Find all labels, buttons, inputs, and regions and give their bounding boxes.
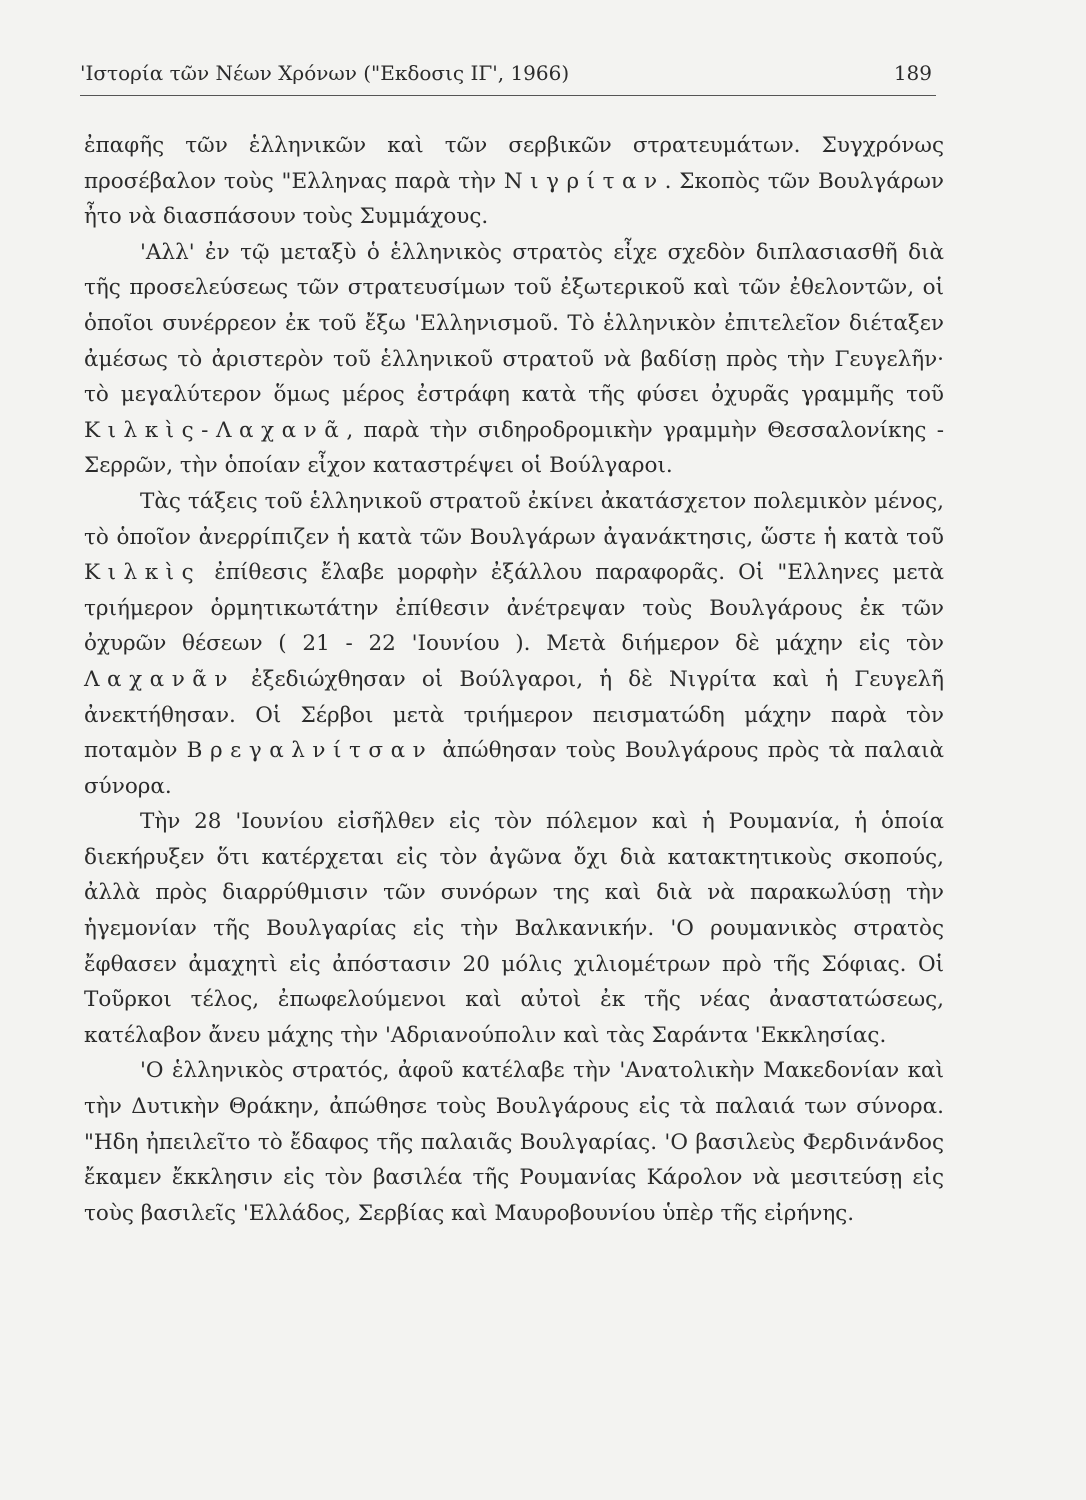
- place-name: Κιλκὶς: [84, 560, 202, 586]
- text-span: 'Ο ἑλληνικὸς στρατός, ἀφοῦ κατέλαβε τὴν 'Ανατολικὴν Μακεδονίαν καὶ τὴν Δυτικὴν Θράκην, ἀπώθησε τοὺς Βουλγάρους εἰς τὰ παλαιά των σύνορα. "Ηδη ἠπειλεῖτο τὸ ἔδαφος τῆς παλαιᾶς Βουλγαρίας. 'Ο βασιλεὺς Φερδινάνδος ἔκαμεν ἔκκλησιν εἰς τὸν βασιλέα τῆς Ρουμανίας Κάρολον νὰ μεσιτεύσῃ εἰς τοὺς βασιλεῖς 'Ελλάδος, Σερβίας καὶ Μαυροβουνίου ὑπὲρ τῆς εἰρήνης.: [84, 1058, 944, 1226]
- text-span: 'Αλλ' ἐν τῷ μεταξὺ ὁ ἑλληνικὸς στρατὸς εἶχε σχεδὸν διπλασιασθῆ διὰ τῆς προσελεύσεως τῶν στρατευσίμων τοῦ ἐξωτερικοῦ καὶ τῶν ἐθελοντῶν, οἱ ὁποῖοι συνέρρεον ἐκ τοῦ ἔξω 'Ελληνισμοῦ. Τὸ ἑλληνικὸν ἐπιτελεῖον διέταξεν ἀμέσως τὸ ἀριστερὸν τοῦ ἑλληνικοῦ στρατοῦ νὰ βαδίσῃ πρὸς τὴν Γευγελῆν· τὸ μεγαλύτερον ὅμως μέρος ἐστράφη κατὰ τῆς φύσει ὀχυρᾶς γραμμῆς τοῦ: [84, 239, 944, 408]
- text-span: Τὰς τάξεις τοῦ ἑλληνικοῦ στρατοῦ ἐκίνει ἀκατάσχετον πολεμικὸν μένος, τὸ ὁποῖον ἀνερρίπιζεν ἡ κατὰ τῶν Βουλγάρων ἀγανάκτησις, ὥστε ἡ κατὰ τοῦ: [84, 488, 944, 550]
- place-name: Βρεγαλνίτσαν: [186, 738, 434, 764]
- place-name: Κιλκὶς-Λαχανᾶ: [84, 417, 347, 443]
- paragraph: [84, 128, 944, 235]
- text-span: , παρὰ τὴν σιδηροδρομικὴν γραμμὴν Θεσσαλονίκης - Σερρῶν, τὴν ὁποίαν εἶχον καταστρέψει οἱ Βούλγαροι.: [84, 417, 944, 479]
- paragraph: [84, 235, 944, 484]
- text-span: Τὴν 28 'Ιουνίου εἰσῆλθεν εἰς τὸν πόλεμον καὶ ἡ Ρουμανία, ἡ ὁποία διεκήρυξεν ὅτι κατέρχεται εἰς τὸν ἀγῶνα ὄχι διὰ κατακτητικοὺς σκοπούς, ἀλλὰ πρὸς διαρρύθμισιν τῶν συνόρων της καὶ διὰ νὰ παρακωλύσῃ τὴν ἡγεμονίαν τῆς Βουλγαρίας εἰς τὴν Βαλκανικήν. 'Ο ρουμανικὸς στρατὸς ἔφθασεν ἀμαχητὶ εἰς ἀπόστασιν 20 μόλις χιλιομέτρων πρὸ τῆς Σόφιας. Οἱ Τοῦρκοι τέλος, ἐπωφελούμενοι καὶ αὐτοὶ ἐκ τῆς νέας ἀναστατώσεως, κατέλαβον ἄνευ μάχης τὴν 'Αδριανούπολιν καὶ τὰς Σαράντα 'Εκκλησίας.: [84, 809, 944, 1048]
- page-number: 189: [893, 61, 932, 85]
- text-span: ἐξεδιώχθησαν οἱ Βούλγαροι, ἡ δὲ Νιγρίτα καὶ ἡ Γευγελῆ ἀνεκτήθησαν. Οἱ Σέρβοι μετὰ τριήμερον πεισματώδη μάχην παρὰ τὸν ποταμὸν: [84, 666, 944, 764]
- place-name: Νιγρίταν: [503, 168, 665, 194]
- text-span: ἐπίθεσις ἔλαβε μορφὴν ἐξάλλου παραφορᾶς. Οἱ "Ελληνες μετὰ τριήμερον ὁρμητικωτάτην ἐπίθεσιν ἀνέτρεψαν τοὺς Βουλγάρους ἐκ τῶν ὀχυρῶν θέσεων ( 21 - 22 'Ιουνίου ). Μετὰ διήμερον δὲ μάχην εἰς τὸν: [84, 560, 944, 657]
- paragraph: [84, 804, 944, 1053]
- header-rule: [80, 95, 936, 96]
- text-span: ἀπώθησαν τοὺς Βουλγάρους πρὸς τὰ παλαιὰ σύνορα.: [84, 738, 944, 799]
- paragraph: [84, 1053, 944, 1231]
- body-text: [84, 128, 944, 1231]
- place-name: Λαχανᾶν: [84, 666, 235, 692]
- running-title: 'Ιστορία τῶν Νέων Χρόνων ("Εκδοσις ΙΓ', 1966): [80, 61, 570, 85]
- paragraph: [84, 484, 944, 804]
- text-span: . Σκοπὸς τῶν Βουλγάρων ἦτο νὰ διασπάσουν τοὺς Συμμάχους.: [84, 168, 944, 230]
- text-span: ἐπαφῆς τῶν ἑλληνικῶν καὶ τῶν σερβικῶν στρατευμάτων. Συγχρόνως προσέβαλον τοὺς "Ελληνας παρὰ τὴν: [84, 133, 944, 194]
